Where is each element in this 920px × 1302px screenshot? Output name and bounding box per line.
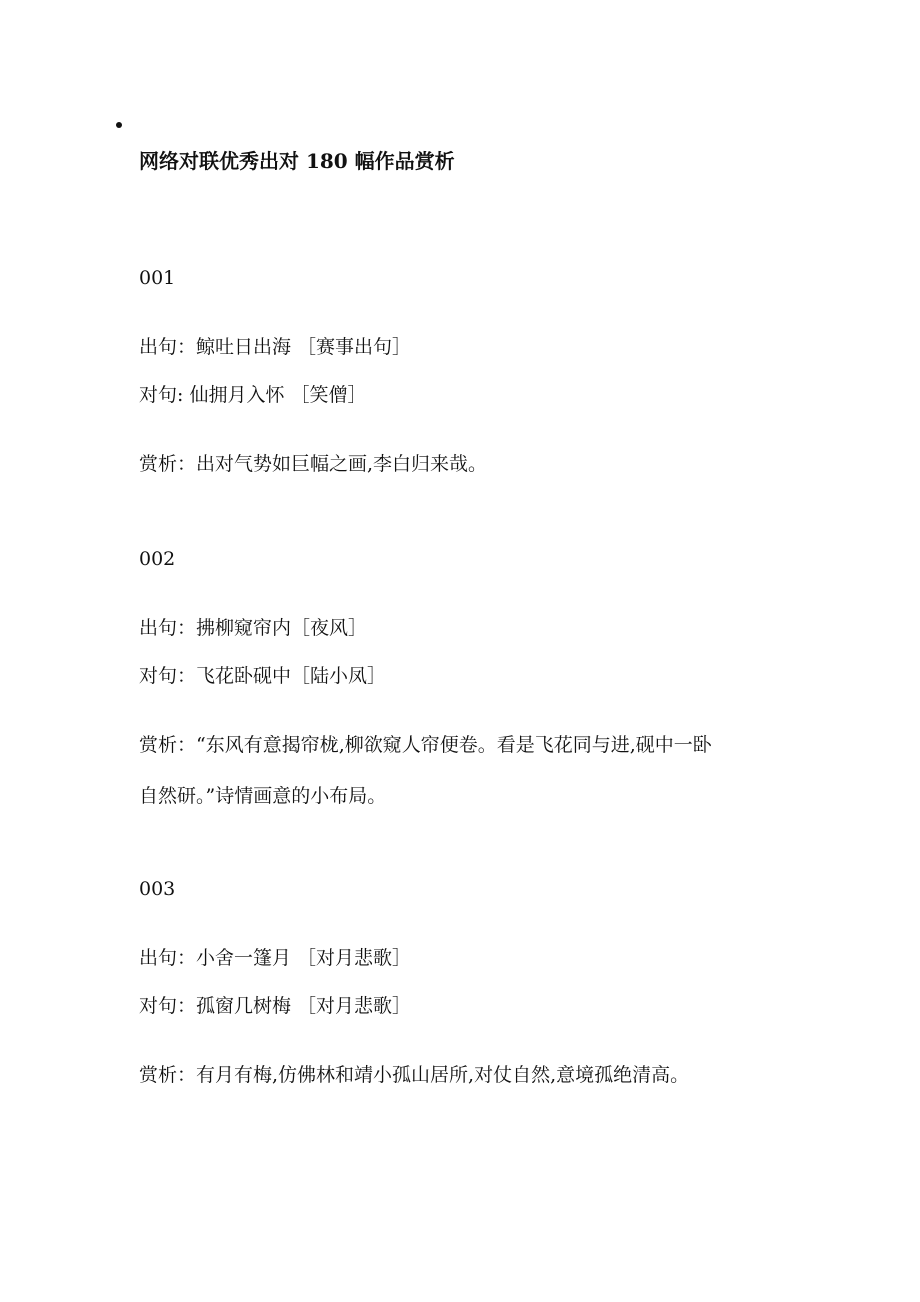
entry-duiju: 对句：孤窗几树梅 ［对月悲歌］ xyxy=(139,995,412,1017)
entry-shangxi: 赏析：“东风有意揭帘栊,柳欲窥人帘便卷。看是飞花同与进,砚中一卧 xyxy=(139,734,712,756)
entry-duiju: 对句：飞花卧砚中［陆小凤］ xyxy=(139,665,387,687)
entry-shangxi: 赏析：有月有梅,仿佛林和靖小孤山居所,对仗自然,意境孤绝清高。 xyxy=(139,1064,690,1086)
list-bullet xyxy=(116,122,122,128)
entry-shangju: 出句：鲸吐日出海 ［赛事出句］ xyxy=(139,336,412,358)
entry-number: 001 xyxy=(139,267,176,289)
entry-shangju: 出句：小舍一篷月 ［对月悲歌］ xyxy=(139,947,412,969)
entry-shangxi: 赏析：出对气势如巨幅之画,李白归来哉。 xyxy=(139,453,488,475)
entry-shangxi-continued: 自然研。”诗情画意的小布局。 xyxy=(139,785,387,807)
entry-number: 002 xyxy=(139,548,176,570)
entry-duiju: 对句: 仙拥月入怀 ［笑僧］ xyxy=(139,384,367,406)
entry-number: 003 xyxy=(139,878,176,900)
entry-shangju: 出句：拂柳窥帘内［夜风］ xyxy=(139,617,368,639)
document-title: 网络对联优秀出对 180 幅作品赏析 xyxy=(139,149,455,173)
